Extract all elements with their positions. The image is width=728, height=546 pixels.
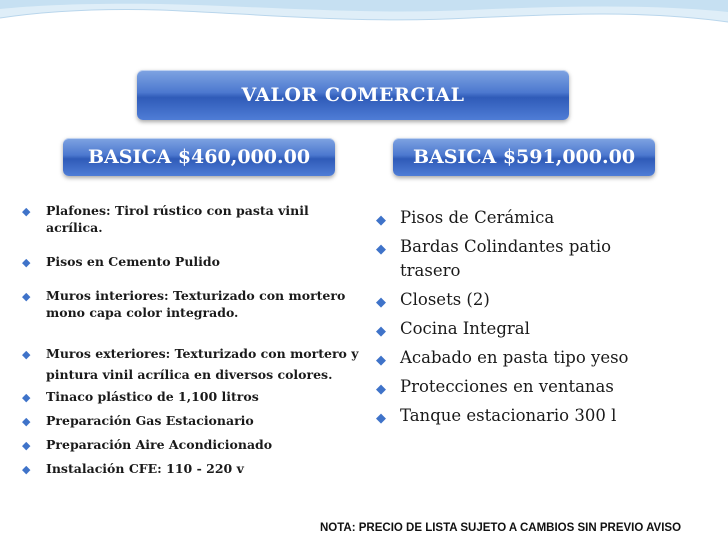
list-item xyxy=(374,346,664,370)
header-wave-decoration xyxy=(0,0,728,60)
list-item-text: Pisos de Cerámica xyxy=(400,208,555,227)
list-item-text: Bardas Colindantes patio trasero xyxy=(400,237,612,280)
list-item xyxy=(374,288,664,312)
list-item-text: Preparación Gas Estacionario xyxy=(46,413,254,428)
list-item xyxy=(20,253,360,270)
right-package-heading: BASICA $591,000.00 xyxy=(393,138,655,176)
left-feature-list xyxy=(20,202,360,477)
list-item xyxy=(20,460,360,477)
list-item xyxy=(374,235,664,283)
list-item xyxy=(20,436,360,453)
list-item xyxy=(20,388,360,405)
page-title: VALOR COMERCIAL xyxy=(137,70,569,120)
list-item-text: Pisos en Cemento Pulido xyxy=(46,254,220,269)
price-disclaimer-note: NOTA: PRECIO DE LISTA SUJETO A CAMBIOS SIN PREVIO AVISO xyxy=(320,522,682,534)
list-item xyxy=(374,206,664,230)
list-item xyxy=(374,375,664,399)
list-item-text: Tanque estacionario 300 l xyxy=(400,406,617,425)
list-item-text: Tinaco plástico de 1,100 litros xyxy=(46,389,259,404)
list-item-text: Muros exteriores: Texturizado con mortero y pintura vinil acrílica en diversos colores. xyxy=(46,346,359,382)
list-item-text: Instalación CFE: 110 - 220 v xyxy=(46,461,244,476)
list-item-text: Closets (2) xyxy=(400,290,490,309)
list-item xyxy=(374,404,664,428)
list-item xyxy=(374,317,664,341)
list-item-text: Preparación Aire Acondicionado xyxy=(46,437,273,452)
right-feature-list xyxy=(374,206,664,433)
left-package-heading: BASICA $460,000.00 xyxy=(63,138,335,176)
list-item-text: Plafones: Tirol rústico con pasta vinil acrílica. xyxy=(46,203,309,235)
list-item xyxy=(20,287,360,321)
list-item xyxy=(20,202,360,236)
list-item-text: Cocina Integral xyxy=(400,319,530,338)
list-item xyxy=(20,343,360,385)
list-item-text: Protecciones en ventanas xyxy=(400,377,614,396)
list-item-text: Muros interiores: Texturizado con mortero mono capa color integrado. xyxy=(46,288,346,320)
list-item xyxy=(20,412,360,429)
list-item-text: Acabado en pasta tipo yeso xyxy=(400,348,629,367)
